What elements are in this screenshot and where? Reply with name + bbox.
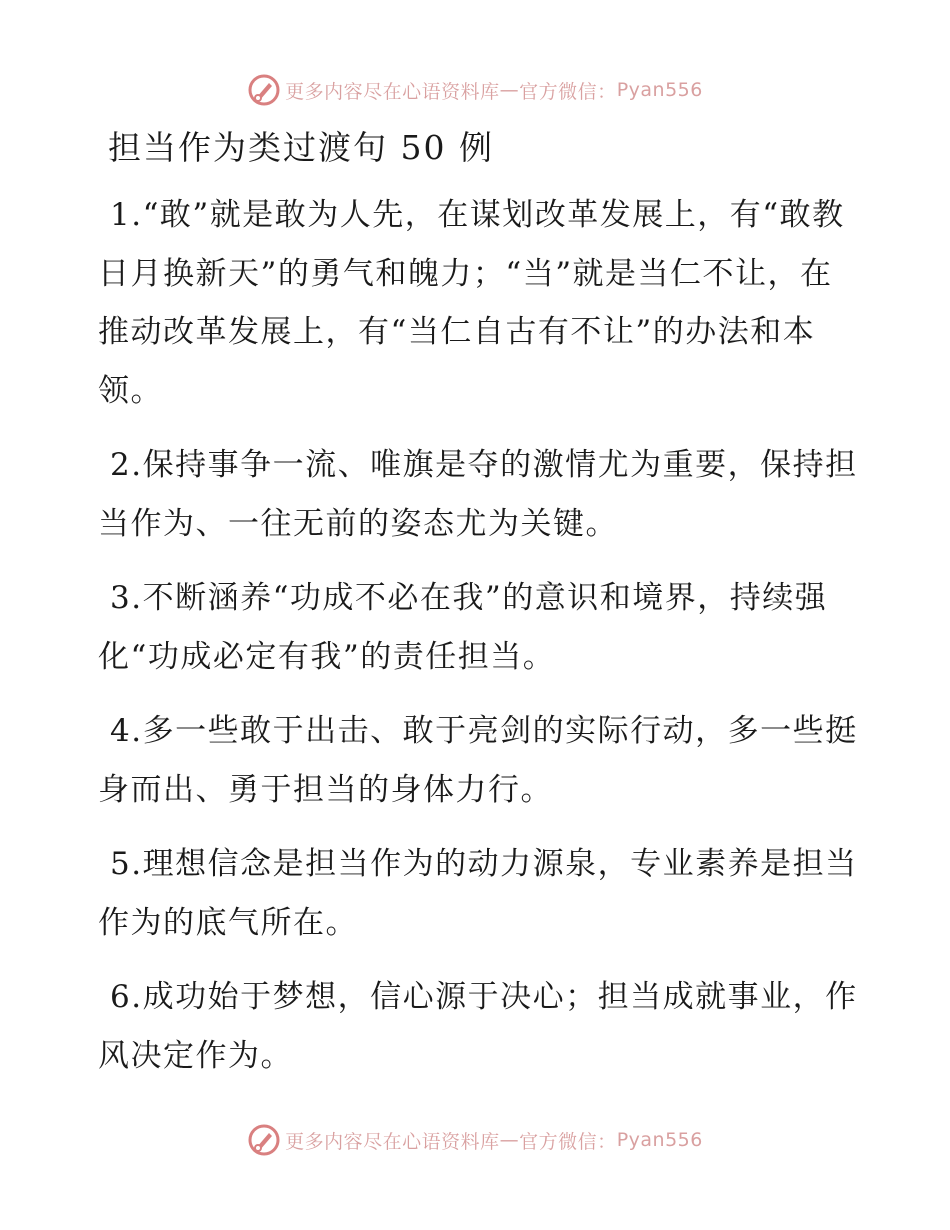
watermark-label: 官方微信： [519, 80, 617, 103]
document-body [98, 124, 858, 1101]
paragraph-5: 5.理想信念是担当作为的动力源泉，专业素养是担当作为的底气所在。 [98, 846, 858, 941]
paragraph-2: 2.保持事争一流、唯旗是夺的激情尤为重要，保持担当作为、一往无前的姿态尤为关键。 [98, 447, 858, 542]
watermark-dash: — [499, 79, 520, 101]
paragraph-1: 1.“敢”就是敢为人先，在谋划改革发展上，有“敢教日月换新天”的勇气和魄力；“当”就是当仁不让，在推动改革发展上，有“当仁自古有不让”的办法和本领。 [98, 197, 845, 409]
watermark-dash: — [499, 1129, 520, 1151]
header-watermark [0, 70, 950, 110]
paragraph-6: 6.成功始于梦想，信心源于决心；担当成就事业，作风决定作为。 [98, 979, 858, 1074]
document-title: 担当作为类过渡句 50 例 [108, 128, 494, 167]
watermark-id: Pyan556 [616, 1129, 703, 1151]
watermark-text: 更多内容尽在心语资料库 [285, 1130, 500, 1153]
paragraph-3: 3.不断涵养“功成不必在我”的意识和境界，持续强化“功成必定有我”的责任担当。 [98, 580, 828, 675]
watermark-id: Pyan556 [616, 79, 703, 101]
footer-watermark [0, 1120, 950, 1160]
watermark-text: 更多内容尽在心语资料库 [285, 80, 500, 103]
pen-logo-icon [247, 73, 281, 107]
pen-logo-icon [247, 1123, 281, 1157]
watermark-label: 官方微信： [519, 1130, 617, 1153]
paragraph-4: 4.多一些敢于出击、敢于亮剑的实际行动，多一些挺身而出、勇于担当的身体力行。 [98, 713, 858, 808]
